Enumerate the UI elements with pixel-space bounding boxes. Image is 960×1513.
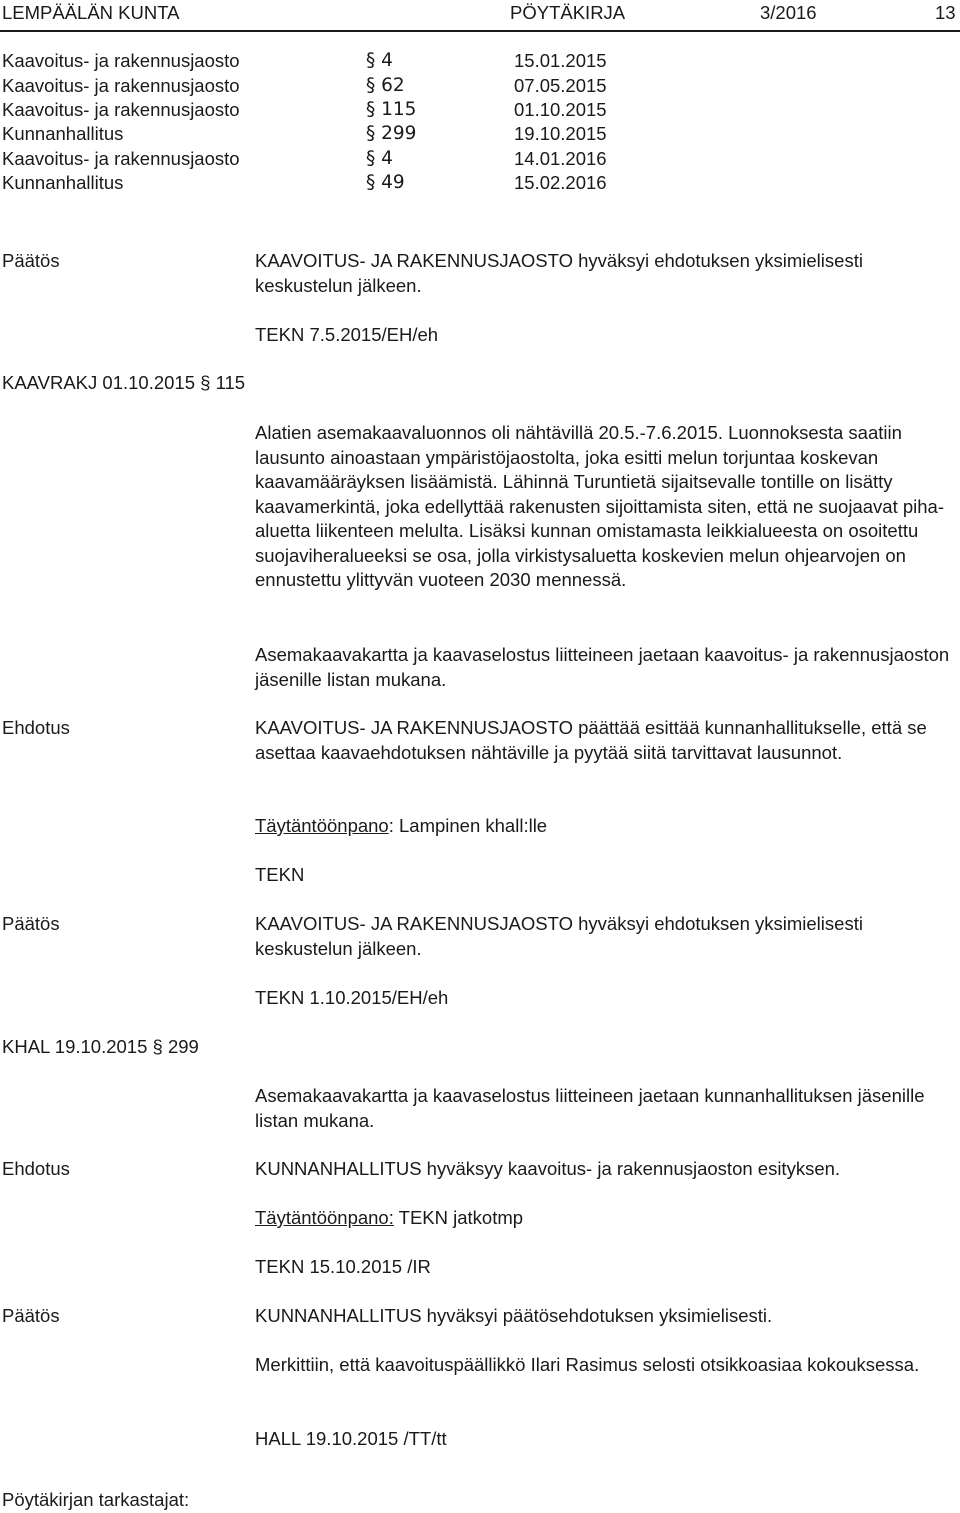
history-section: § 299 (366, 123, 417, 144)
attachments-text: Asemakaavakartta ja kaavaselostus liitteineen jaetaan kaavoitus- ja rakennusjaoston jäsenille listan mukana. (255, 644, 950, 690)
execution-line (255, 814, 547, 839)
municipality-name: LEMPÄÄLÄN KUNTA (2, 2, 180, 23)
decision-text: KAAVOITUS- JA RAKENNUSJAOSTO hyväksyi ehdotuksen yksimielisesti keskustelun jälkeen. (255, 913, 863, 959)
preparer: TEKN (255, 864, 305, 885)
page-number: 13 (935, 2, 956, 23)
history-date: 14.01.2016 (514, 148, 607, 169)
issue-number: 3/2016 (760, 2, 817, 23)
history-section: § 115 (366, 99, 417, 120)
proposal-label: Ehdotus (2, 1158, 70, 1179)
history-date: 15.01.2015 (514, 50, 607, 71)
decision-label: Päätös (2, 250, 60, 271)
decision-text: KAAVOITUS- JA RAKENNUSJAOSTO hyväksyi ehdotuksen yksimielisesti keskustelun jälkeen. (255, 250, 863, 296)
footer-inspectors: Pöytäkirjan tarkastajat: (2, 1489, 190, 1510)
meeting-reference: KHAL 19.10.2015 § 299 (2, 1036, 199, 1057)
preparer-signature: TEKN 1.10.2015/EH/eh (255, 987, 449, 1008)
history-section: § 4 (366, 148, 393, 169)
background-text: Alatien asemakaavaluonnos oli nähtävillä 20.5.-7.6.2015. Luonnoksesta saatiin lausunto ainoastaan ympäristöjaostolta, joka esitti melun torjuntaa koskevan kaavamääräyksen lisäämistä. Lähinnä Turuntietä sijaitsevalle tontille on lisätty kaavamerkintä, joka edellyttää rakenusten sijoittamista siten, että ne suojaavat piha-aluetta liikenteen melulta. Lisäksi kunnan omistamasta leikkialueesta on osoitettu suojaviheralueeksi se osa, jolla virkistysaluetta koskevien melun ohjearvojen on ennustettu ylittyvän vuoteen 2030 mennessä. (255, 422, 944, 590)
decision-label: Päätös (2, 913, 60, 934)
history-body: Kaavoitus- ja rakennusjaosto (2, 50, 240, 71)
execution-label: Täytäntöönpano (255, 815, 389, 836)
proposal-text: KAAVOITUS- JA RAKENNUSJAOSTO päättää esittää kunnanhallitukselle, että se asettaa kaavaehdotuksen nähtäville ja pyytää siitä tarvittavat lausunnot. (255, 717, 927, 763)
attachments-text: Asemakaavakartta ja kaavaselostus liitteineen jaetaan kunnanhallituksen jäsenille listan mukana. (255, 1085, 925, 1131)
decision-label: Päätös (2, 1305, 60, 1326)
history-body: Kaavoitus- ja rakennusjaosto (2, 148, 240, 169)
note-text: Merkittiin, että kaavoituspäällikkö Ilari Rasimus selosti otsikkoasiaa kokouksessa. (255, 1354, 920, 1375)
secretary-signature: HALL 19.10.2015 /TT/tt (255, 1428, 447, 1449)
history-section: § 49 (366, 172, 405, 193)
preparer-signature: TEKN 7.5.2015/EH/eh (255, 324, 439, 345)
document-type: PÖYTÄKIRJA (510, 2, 626, 23)
history-date: 01.10.2015 (514, 99, 607, 120)
decision-text: KUNNANHALLITUS hyväksyi päätösehdotuksen yksimielisesti. (255, 1305, 773, 1326)
history-date: 07.05.2015 (514, 75, 607, 96)
history-body: Kaavoitus- ja rakennusjaosto (2, 99, 240, 120)
history-date: 19.10.2015 (514, 123, 607, 144)
preparer-signature: TEKN 15.10.2015 /IR (255, 1256, 431, 1277)
execution-label: Täytäntöönpano: (255, 1207, 394, 1228)
proposal-label: Ehdotus (2, 717, 70, 738)
history-body: Kunnanhallitus (2, 123, 124, 144)
proposal-text: KUNNANHALLITUS hyväksyy kaavoitus- ja rakennusjaoston esityksen. (255, 1158, 841, 1179)
header-divider (0, 30, 960, 32)
history-date: 15.02.2016 (514, 172, 607, 193)
execution-value: TEKN jatkotmp (393, 1207, 524, 1228)
history-section: § 62 (366, 75, 405, 96)
history-body: Kaavoitus- ja rakennusjaosto (2, 75, 240, 96)
execution-value: : Lampinen khall:lle (388, 815, 548, 836)
history-body: Kunnanhallitus (2, 172, 124, 193)
meeting-reference: KAAVRAKJ 01.10.2015 § 115 (2, 372, 246, 393)
execution-line (255, 1206, 523, 1231)
history-section: § 4 (366, 50, 393, 71)
